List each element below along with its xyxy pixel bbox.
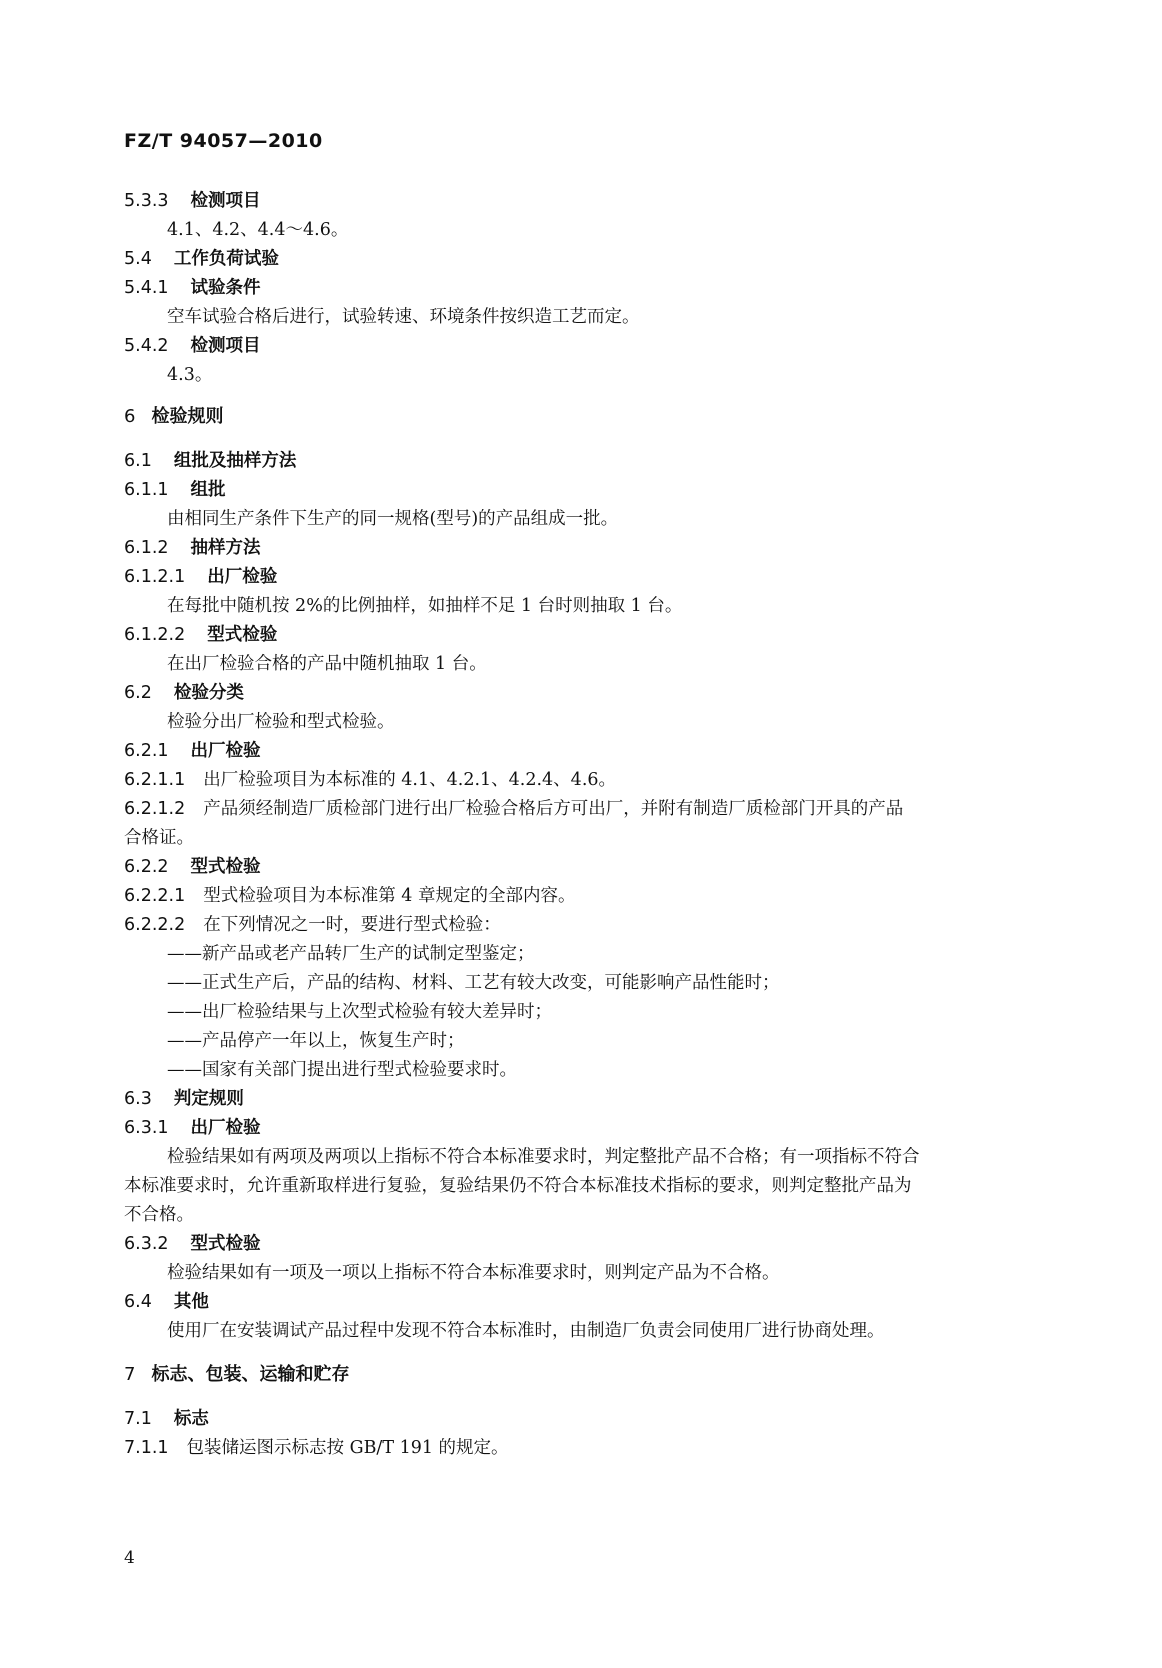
list-item: ——新产品或老产品转厂生产的试制定型鉴定； [167,944,535,964]
clause-heading [124,1289,209,1315]
body-text: 空车试验合格后进行，试验转速、环境条件按织造工艺而定。 [167,307,640,327]
clause-number: 5.4.1 [124,278,169,298]
clause-number: 6.2.1.2 [124,799,186,819]
clause-number: 6.4 [124,1292,152,1312]
clause-number: 5.3.3 [124,191,169,211]
clause-number: 6.2.1 [124,741,169,761]
clause-body: 出厂检验项目为本标准的 4.1、4.2.1、4.2.4、4.6。 [203,770,617,790]
clause-body: 型式检验项目为本标准第 4 章规定的全部内容。 [203,886,576,906]
clause-title: 组批 [190,480,226,500]
clause-title: 标志 [173,1409,209,1429]
clause-number: 6.1.1 [124,480,169,500]
clause-title: 工作负荷试验 [173,249,279,269]
body-text: 使用厂在安装调试产品过程中发现不符合本标准时，由制造厂负责会同使用厂进行协商处理。 [167,1321,885,1341]
list-item: ——出厂检验结果与上次型式检验有较大差异时； [167,1002,552,1022]
clause-body: 包装储运图示标志按 GB/T 191 的规定。 [186,1438,509,1458]
clause-title: 出厂检验 [207,567,278,587]
body-text: 合格证。 [124,828,194,848]
clause-heading [124,188,261,214]
clause-heading [124,333,261,359]
standard-code: FZ/T 94057—2010 [124,130,323,152]
chapter-title: 检验规则 [151,406,224,427]
clause-number: 6.2 [124,683,152,703]
clause-text [124,767,616,793]
clause-title: 出厂检验 [190,1118,261,1138]
chapter-number: 6 [124,406,136,427]
clause-heading [124,1086,244,1112]
list-item: ——国家有关部门提出进行型式检验要求时。 [167,1060,517,1080]
clause-title: 组批及抽样方法 [173,451,297,471]
clause-number: 6.1.2 [124,538,169,558]
clause-number: 5.4 [124,249,152,269]
clause-title: 型式检验 [190,1234,261,1254]
clause-heading [124,1231,261,1257]
clause-heading [124,535,261,561]
clause-heading [124,738,261,764]
body-text: 检验结果如有两项及两项以上指标不符合本标准要求时，判定整批产品不合格；有一项指标不符合 [167,1147,920,1167]
clause-number: 7.1.1 [124,1438,169,1458]
clause-heading [124,564,277,590]
clause-number: 6.2.2.1 [124,886,186,906]
clause-body: 产品须经制造厂质检部门进行出厂检验合格后方可出厂，并附有制造厂质检部门开具的产品 [203,799,904,819]
clause-number: 6.3 [124,1089,152,1109]
clause-title: 检测项目 [190,191,261,211]
body-text: 4.1、4.2、4.4～4.6。 [167,220,349,240]
clause-body: 在下列情况之一时，要进行型式检验： [203,915,501,935]
clause-heading [124,275,261,301]
chapter-heading [124,1362,349,1388]
clause-title: 型式检验 [207,625,278,645]
body-text: 不合格。 [124,1205,194,1225]
clause-heading [124,854,261,880]
clause-title: 抽样方法 [190,538,261,558]
body-text: 检验结果如有一项及一项以上指标不符合本标准要求时，则判定产品为不合格。 [167,1263,780,1283]
clause-title: 其他 [173,1292,209,1312]
clause-number: 6.2.2.2 [124,915,186,935]
chapter-heading [124,404,223,430]
clause-heading [124,622,277,648]
clause-text [124,883,576,909]
clause-number: 6.3.1 [124,1118,169,1138]
clause-number: 6.2.2 [124,857,169,877]
clause-heading [124,246,279,272]
body-text: 4.3。 [167,365,213,385]
clause-number: 6.1.2.2 [124,625,186,645]
clause-text [124,1435,509,1461]
clause-number: 5.4.2 [124,336,169,356]
clause-title: 检验分类 [173,683,244,703]
clause-heading [124,680,244,706]
clause-heading [124,1406,209,1432]
chapter-number: 7 [124,1364,136,1385]
chapter-title: 标志、包装、运输和贮存 [151,1364,350,1385]
clause-title: 试验条件 [190,278,261,298]
clause-number: 6.2.1.1 [124,770,186,790]
body-text: 本标准要求时，允许重新取样进行复验，复验结果仍不符合本标准技术指标的要求，则判定整批产品为 [124,1176,912,1196]
clause-title: 判定规则 [173,1089,244,1109]
clause-title: 检测项目 [190,336,261,356]
clause-text [124,912,501,938]
clause-number: 6.3.2 [124,1234,169,1254]
list-item: ——产品停产一年以上，恢复生产时； [167,1031,465,1051]
list-item: ——正式生产后，产品的结构、材料、工艺有较大改变，可能影响产品性能时； [167,973,780,993]
clause-heading [124,1115,261,1141]
clause-text [124,796,903,822]
body-text: 检验分出厂检验和型式检验。 [167,712,395,732]
clause-number: 7.1 [124,1409,152,1429]
clause-number: 6.1.2.1 [124,567,186,587]
body-text: 在每批中随机按 2%的比例抽样，如抽样不足 1 台时则抽取 1 台。 [167,596,683,616]
page-number: 4 [124,1548,135,1568]
clause-title: 出厂检验 [190,741,261,761]
clause-title: 型式检验 [190,857,261,877]
clause-heading [124,477,226,503]
clause-heading [124,448,296,474]
body-text: 在出厂检验合格的产品中随机抽取 1 台。 [167,654,487,674]
clause-number: 6.1 [124,451,152,471]
body-text: 由相同生产条件下生产的同一规格(型号)的产品组成一批。 [167,509,619,529]
